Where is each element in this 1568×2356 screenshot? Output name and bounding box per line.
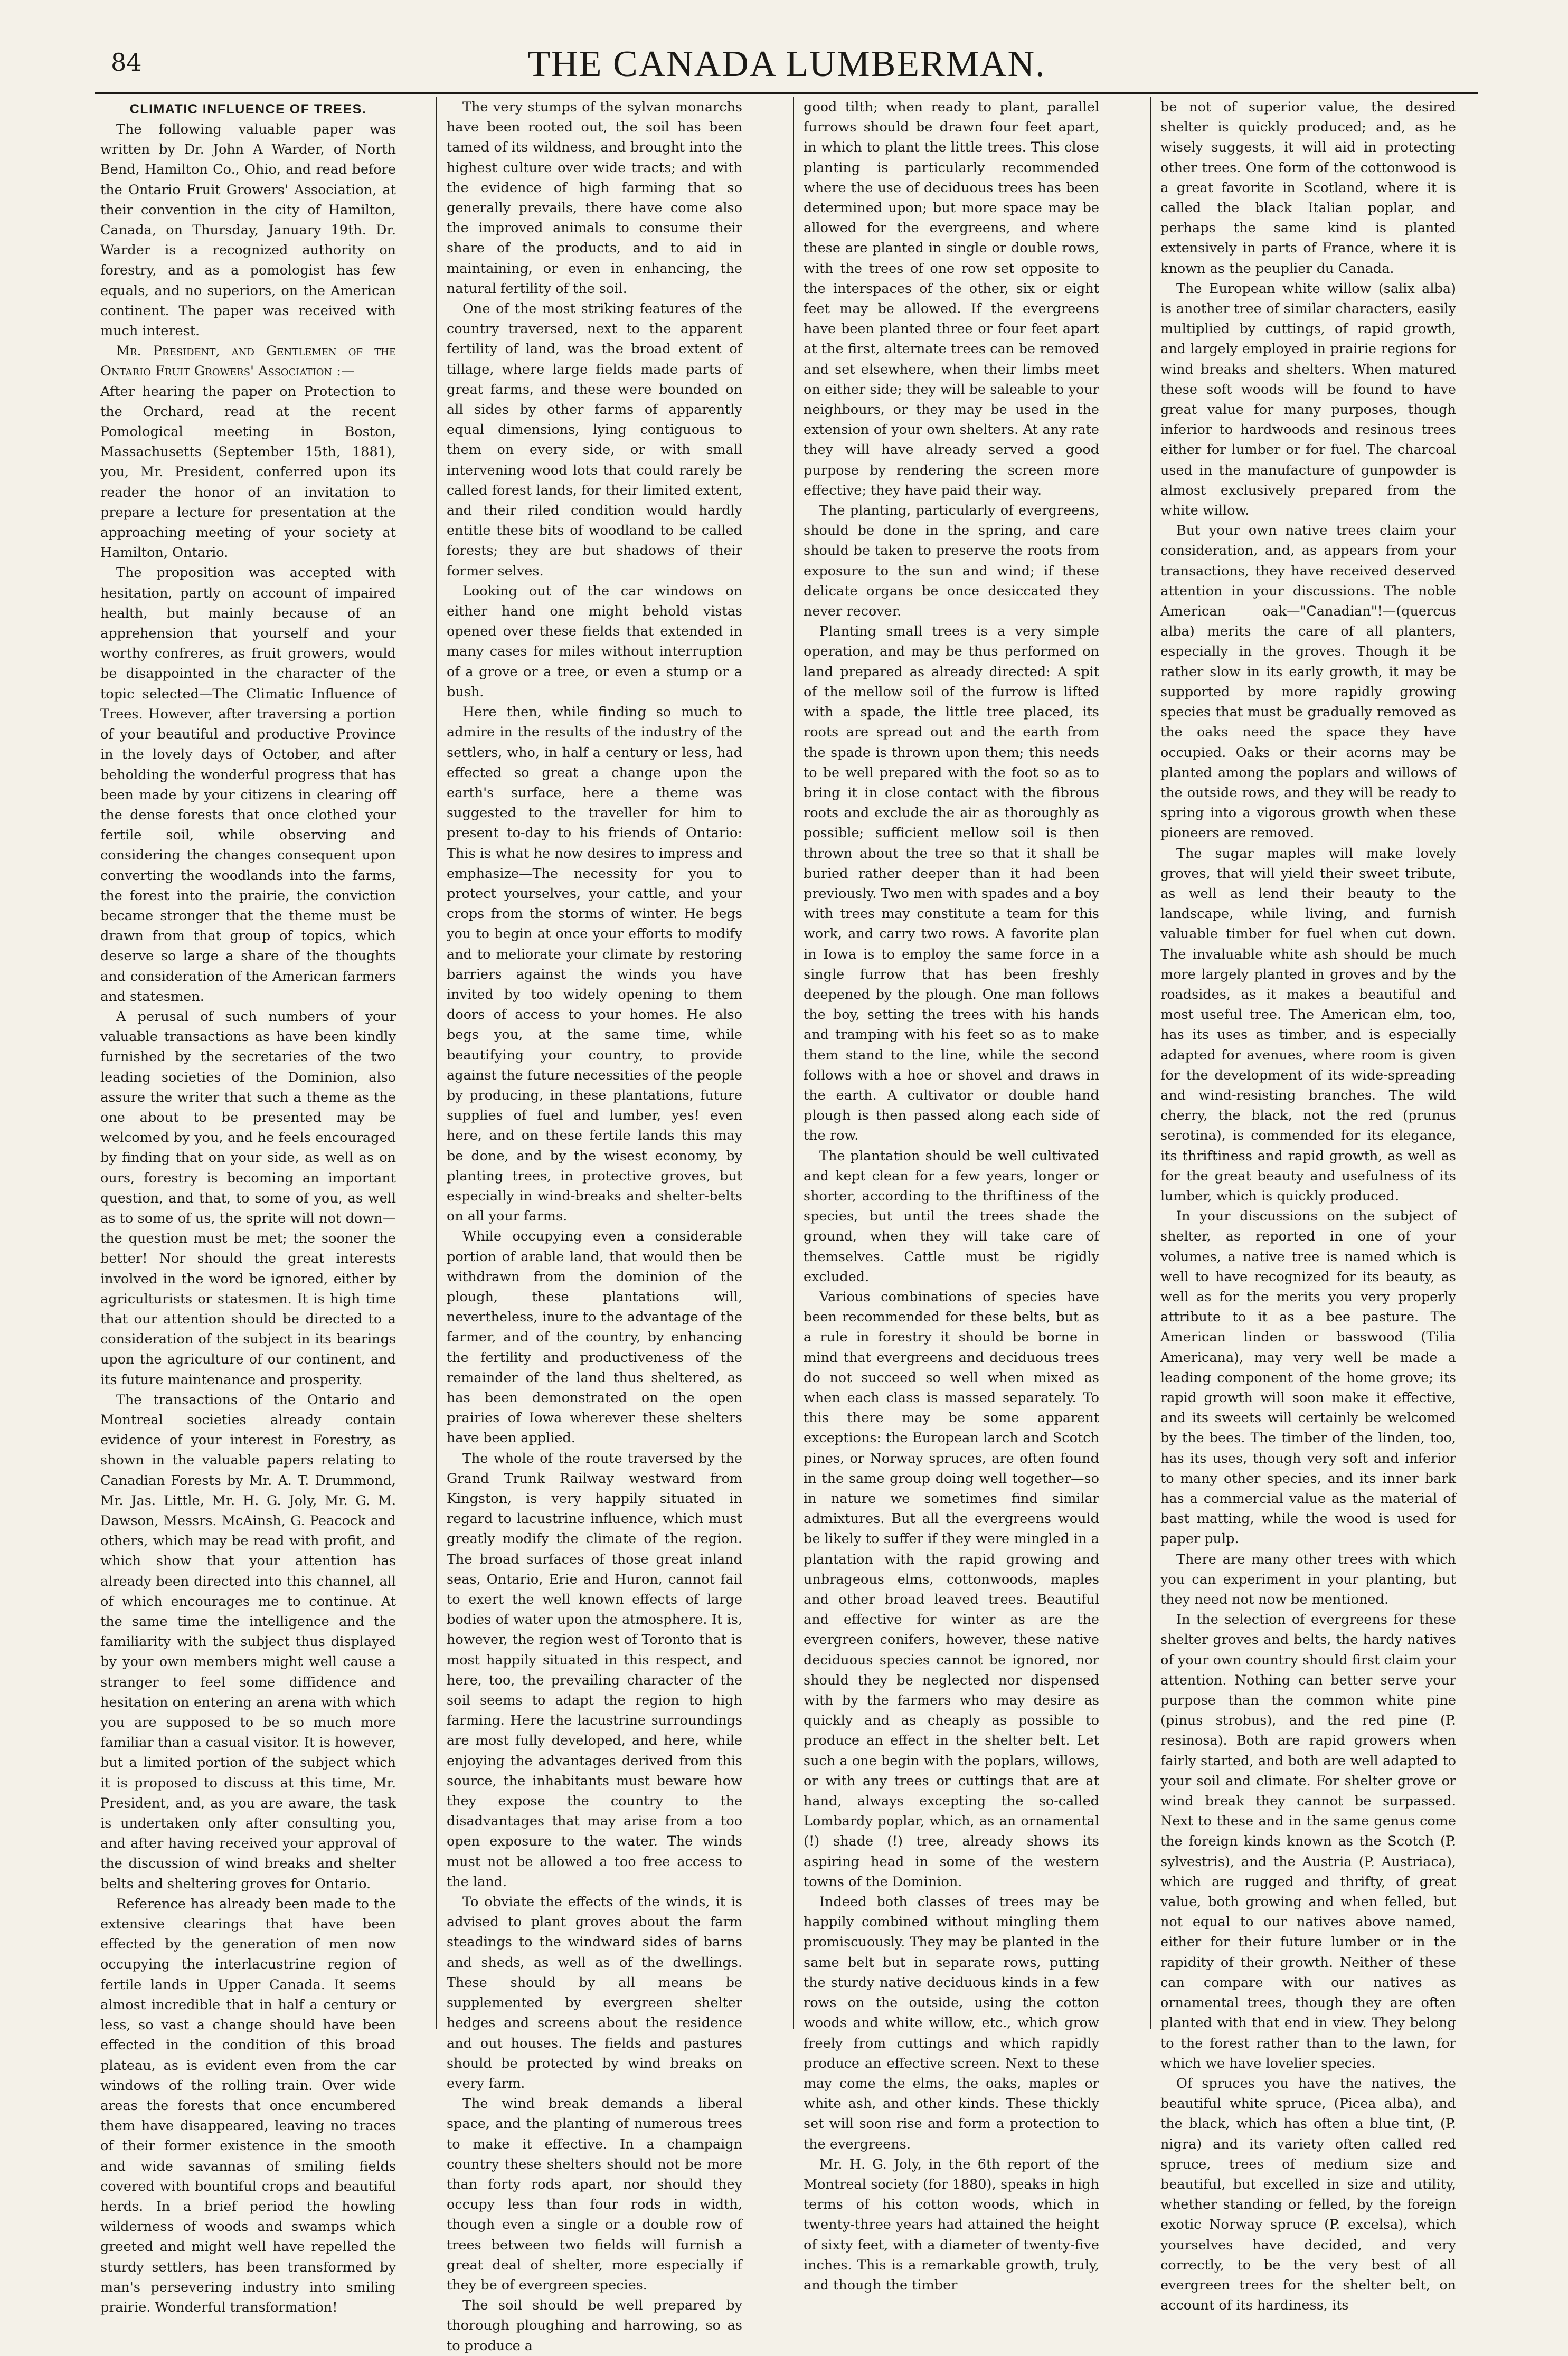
intro-paragraph: The following valuable paper was written by Dr. John A Warder, of North Bend, Hamilton Co., Ohio, and read before the Ontario Fruit Growers' Association, at their convention in the city of Hamilton, Canada, on Thursday, January 19th. Dr. Warder is a recognized authority on forestry, and as a pomologist has few equals, and no superiors, on the American continent. The paper was received with much interest. xyxy=(100,121,396,339)
paragraph: There are many other trees with which you can experiment in your planting, but they need not now be mentioned. xyxy=(1160,1551,1456,1608)
paragraph: The whole of the route traversed by the Grand Trunk Railway westward from Kingston, is very happily situated in regard to lacustrine influence, which must greatly modify the climate of the region. The broad surfaces of those great inland seas, Ontario, Erie and Huron, cannot fail to exert the well known effects of large bodies of water upon the atmosphere. It is, however, the region west of Toronto that is most happily situated in this respect, and here, too, the prevailing character of the soil seems to adapt the region to high farming. Here the lacustrine surroundings are most fully developed, and here, while enjoying the advantages derived from this source, the inhabitants must beware how they expose the country to the disadvantages that may arise from a too open exposure to the water. The winds must not be allowed a too free access to the land. xyxy=(447,1450,742,1890)
paragraph: One of the most striking features of the country traversed, next to the apparent fertility of land, was the broad extent of tillage, where large fields made parts of great farms, and these were bounded on all sides by other farms of apparently equal dimensions, lying contiguous to them on every side, or with small intervening wood lots that could rarely be called forest lands, for their limited extent, and their riled condition would hardly entitle these bits of woodland to be called forests; they are but shadows of their former selves. xyxy=(447,301,742,579)
paragraph: Reference has already been made to the extensive clearings that have been effected by the generation of men now occupying the interlacustrine region of fertile lands in Upper Canada. It seems almost incredible that in half a century or less, so vast a change should have been effected in the condition of this broad plateau, as is evident even from the car windows of the rolling train. Over wide areas the forests that once encumbered them have disappeared, leaving no traces of their former existence in the smooth and wide savannas of smiling fields covered with bountiful crops and beautiful herds. In a brief period the howling wilderness of woods and swamps which greeted and might well have repelled the sturdy settlers, has been transformed by man's persevering industry into smiling prairie. Wonderful transformation! xyxy=(100,1896,396,2315)
paragraph: To obviate the effects of the winds, it is advised to plant groves about the farm steadings to the windward sides of barns and sheds, as well as of the dwellings. These should by all means be supplemented by evergreen shelter hedges and screens about the residence and out houses. The fields and pastures should be protected by wind breaks on every farm. xyxy=(447,1894,742,2092)
paragraph: Indeed both classes of trees may be happily combined without mingling them promiscuously. They may be planted in the same belt but in separate rows, putting the sturdy native deciduous kinds in a few rows on the outside, using the cotton woods and white willow, etc., which grow freely from cuttings and which rapidly produce an effective screen. Next to these may come the elms, the oaks, maples or white ash, and other kinds. These thickly set will soon rise and form a protection to the evergreens. xyxy=(804,1894,1099,2152)
page-number: 84 xyxy=(111,48,142,77)
paragraph: good tilth; when ready to plant, parallel furrows should be drawn four feet apart, in which to plant the little trees. This close planting is particularly recommended where the use of deciduous trees has been determined upon; but more space may be allowed for the evergreens, and where these are planted in single or double rows, with the trees of one row set opposite to the interspaces of the other, six or eight feet may be allowed. If the evergreens have been planted three or four feet apart at the first, alternate trees can be removed and set elsewhere, when their limbs meet on either side; they will be saleable to your neighbours, or they may be used in the extension of your own shelters. At any rate they will have already served a good purpose by rendering the screen more effective; they have paid their way. xyxy=(804,99,1099,498)
paragraph: Various combinations of species have been recommended for these belts, but as a rule in forestry it should be borne in mind that evergreens and deciduous trees do not succeed so well when mixed as when each class is massed separately. To this there may be some apparent exceptions: the European larch and Scotch pines, or Norway spruces, are often found in the same group doing well together—so in nature we sometimes find similar admixtures. But all the evergreens would be likely to suffer if they were mingled in a plantation with the rapid growing and unbrageous elms, cottonwoods, maples and other broad leaved trees. Beautiful and effective for winter as are the evergreen conifers, however, these native deciduous species cannot be ignored, nor should they be neglected nor dispensed with by the farmers who may desire as quickly and as cheaply as possible to produce an effect in the shelter belt. Let such a one begin with the poplars, willows, or with any trees or cuttings that are at hand, always excepting the so-called Lombardy poplar, which, as an ornamental (!) shade (!) tree, already shows its aspiring head in some of the western towns of the Dominion. xyxy=(804,1289,1099,1890)
article-title: CLIMATIC INFLUENCE OF TREES. xyxy=(129,102,367,117)
paragraph: The proposition was accepted with hesitation, partly on account of impaired health, but mainly because of an apprehension that yourself and your worthy confreres, as fruit growers, would be disappointed in the character of the topic selected—The Climatic Influence of Trees. However, after traversing a portion of your beautiful and productive Province in the lovely days of October, and after beholding the wonderful progress that has been made by your citizens in clearing off the dense forests that once clothed your fertile soil, while observing and considering the changes consequent upon converting the woodlands into the farms, the forest into the prairie, the conviction became stronger that the theme must be drawn from that group of topics, which deserve so large a share of the thoughts and consideration of the American farmers and statesmen. xyxy=(100,565,396,1005)
paragraph: The transactions of the Ontario and Montreal societies already contain evidence of your interest in Forestry, as shown in the valuable papers relating to Canadian Forests by Mr. A. T. Drummond, Mr. Jas. Little, Mr. H. G. Joly, Mr. G. M. Dawson, Messrs. McAinsh, G. Peacock and others, which may be read with profit, and which show that your attention has already been directed into this channel, all of which encourages me to continue. At the same time the intelligence and the familiarity with the subject thus displayed by your own members might well cause a stranger to feel some diffidence and hesitation on entering an arena with which you are supposed to be so much more familiar than a casual visitor. It is however, but a limited portion of the subject which it is proposed to discuss at this time, Mr. President, and, as you are aware, the task is undertaken only after consulting you, and after having received your approval of the discussion of wind breaks and shelter belts and sheltering groves for Ontario. xyxy=(100,1392,396,1892)
paragraph: A perusal of such numbers of your valuable transactions as have been kindly furnished by the secretaries of the two leading societies of the Dominion, also assure the writer that such a theme as the one about to be presented may be welcomed by you, and he feels encouraged by finding that on your side, as well as on ours, forestry is becoming an important question, and that, to some of you, as well as to some of us, the sprite will not down—the question must be met; the sooner the better! Nor should the great interests involved in the word be ignored, either by agriculturists or statesmen. It is high time that our attention should be directed to a consideration of the subject in its bearings upon the agriculture of our continent, and its future maintenance and prosperity. xyxy=(100,1008,396,1388)
paragraph: The plantation should be well cultivated and kept clean for a few years, longer or shorter, according to the thriftiness of the species, but until the trees shade the ground, when they will take care of themselves. Cattle must be rigidly excluded. xyxy=(804,1148,1099,1285)
paragraph: But your own native trees claim your consideration, and, as appears from your transactions, they have received deserved attention in your discussions. The noble American oak—"Canadian"!—(quercus alba) merits the care of all planters, especially in the groves. Though it be rather slow in its early growth, it may be supported by more rapidly growing species that must be gradually removed as the oaks need the space they have occupied. Oaks or their acorns may be planted among the poplars and willows of the outside rows, and they will be ready to spring into a vigorous growth when these pioneers are removed. xyxy=(1160,523,1456,841)
salutation: Mr. President, and Gentlemen of the Ontario Fruit Growers' Association :— xyxy=(100,343,396,380)
paragraph: While occupying even a considerable portion of arable land, that would then be withdrawn from the dominion of the plough, these plantations will, nevertheless, inure to the advantage of the farmer, and of the country, by enhancing the fertility and productiveness of the remainder of the land thus sheltered, as has been demonstrated on the open prairies of Iowa wherever these shelters have been applied. xyxy=(447,1228,742,1446)
column-2 xyxy=(447,97,742,2354)
column-3 xyxy=(804,97,1099,2293)
masthead xyxy=(95,43,1478,91)
paragraph: In the selection of evergreens for these shelter groves and belts, the hardy natives of your own country should first claim your attention. Nothing can better serve your purpose than the common white pine (pinus strobus), and the red pine (P. resinosa). Both are rapid growers when fairly started, and both are well adapted to your soil and climate. For shelter grove or wind break they cannot be surpassed. Next to these and in the same genus come the foreign kinds known as the Scotch (P. sylvestris), and the Austria (P. Austriaca), which are rugged and thrifty, of great value, both growing and when felled, but not equal to our natives above named, either for their future lumber or in the rapidity of their growth. Neither of these can compare with our natives as ornamental trees, though they are often planted with that end in view. They belong to the forest rather than to the lawn, for which we have lovelier species. xyxy=(1160,1612,1456,2071)
paragraph: Looking out of the car windows on either hand one might behold vistas opened over these fields that extended in many cases for miles without interruption of a grove or a tree, or even a stump or a bush. xyxy=(447,583,742,700)
paragraph: The wind break demands a liberal space, and the planting of numerous trees to make it effective. In a champaign country these shelters should not be more than forty rods apart, nor should they occupy less than four rods in width, though even a single or a double row of trees between two fields will furnish a great deal of shelter, more especially if they be of evergreen species. xyxy=(447,2096,742,2293)
running-head-title: THE CANADA LUMBERMAN. xyxy=(527,44,1046,84)
paragraph: After hearing the paper on Protection to the Orchard, read at the recent Pomological meeting in Boston, Massachusetts (September 15th, 1881), you, Mr. President, conferred upon its reader the honor of an invitation to prepare a lecture for presentation at the approaching meeting of your society at Hamilton, Ontario. xyxy=(100,383,396,561)
column-rule xyxy=(1150,97,1151,2029)
paragraph: The planting, particularly of evergreens, should be done in the spring, and care should be taken to preserve the roots from exposure to the sun and wind; if these delicate organs be once desiccated they never recover. xyxy=(804,503,1099,620)
paragraph: Mr. H. G. Joly, in the 6th report of the Montreal society (for 1880), speaks in high terms of his cotton woods, which in twenty-three years had attained the height of sixty feet, with a diameter of twenty-five inches. This is a remarkable growth, truly, and though the timber xyxy=(804,2156,1099,2293)
column-rule xyxy=(436,97,437,2029)
column-4 xyxy=(1160,97,1456,2314)
paragraph: In your discussions on the subject of shelter, as reported in one of your volumes, a native tree is named which is well to have recognized for its beauty, as well as for the merits you very properly attribute to it as a bee pasture. The American linden or basswood (Tilia Americana), may very well be made a leading component of the home grove; its rapid growth will soon make it effective, and its sweets will certainly be welcomed by the bees. The timber of the linden, too, has its uses, though very soft and inferior to many other species, and its inner bark has a commercial value as the material of bast matting, while the wood is used for paper pulp. xyxy=(1160,1208,1456,1547)
paragraph: The very stumps of the sylvan monarchs have been rooted out, the soil has been tamed of its wildness, and brought into the highest culture over wide tracts; and with the evidence of high farming that so generally prevails, there have come also the improved animals to consume their share of the products, and to aid in maintaining, or even in enhancing, the natural fertility of the soil. xyxy=(447,99,742,297)
column-1 xyxy=(100,97,396,2315)
paragraph: Here then, while finding so much to admire in the results of the industry of the settlers, who, in half a century or less, had effected so great a change upon the earth's surface, here a theme was suggested to the traveller for him to present to-day to his friends of Ontario: This is what he now desires to impress and emphasize—The necessity for you to protect yourselves, your cattle, and your crops from the storms of winter. He begs you to begin at once your efforts to modify and to meliorate your climate by restoring barriers against the winds you have invited by too widely opening to them doors of access to your homes. He also begs you, at the same time, while beautifying your country, to provide against the future necessities of the people by producing, in these plantations, future supplies of fuel and lumber, yes! even here, and on these fertile lands this may be done, and by the wisest economy, by planting trees, in protective groves, but especially in wind-breaks and shelter-belts on all your farms. xyxy=(447,704,742,1225)
paragraph: Planting small trees is a very simple operation, and may be thus performed on land prepared as already directed: A spit of the mellow soil of the furrow is lifted with a spade, the little tree placed, its roots are spread out and the earth from the spade is thrown upon them; this needs to be well prepared with the foot so as to bring it in close contact with the fibrous roots and exclude the air as thoroughly as possible; sufficient mellow soil is then thrown about the tree so that it shall be buried rather deeper than it had been previously. Two men with spades and a boy with trees may constitute a team for this work, and carry two rows. A favorite plan in Iowa is to employ the same force in a single furrow that has been freshly deepened by the plough. One man follows the boy, setting the trees with his hands and tramping with his feet so as to make them stand to the line, while the second follows with a hoe or shovel and draws in the earth. A cultivator or double hand plough is then passed along each side of the row. xyxy=(804,623,1099,1144)
paragraph: The sugar maples will make lovely groves, that will yield their sweet tribute, as well as lend their beauty to the landscape, while living, and furnish valuable timber for fuel when cut down. The invaluable white ash should be much more largely planted in groves and by the roadsides, as it makes a beautiful and most useful tree. The American elm, too, has its uses as timber, and is especially adapted for avenues, where room is given for the development of its wide-spreading and wind-resisting branches. The wild cherry, the black, not the red (prunus serotina), is commended for its elegance, its thriftiness and rapid growth, as well as for the great beauty and usefulness of its lumber, which is quickly produced. xyxy=(1160,845,1456,1204)
paragraph: be not of superior value, the desired shelter is quickly produced; and, as he wisely suggests, it will aid in protecting other trees. One form of the cottonwood is a great favorite in Scotland, where it is called the black Italian poplar, and perhaps the same kind is planted extensively in parts of France, where it is known as the peuplier du Canada. xyxy=(1160,99,1456,277)
paragraph: The soil should be well prepared by thorough ploughing and harrowing, so as to produce a xyxy=(447,2297,742,2354)
paragraph: Of spruces you have the natives, the beautiful white spruce, (Picea alba), and the black, which has often a blue tint, (P. nigra) and its variety often called red spruce, trees of medium size and beautiful, but excelled in size and utility, whether standing or felled, by the foreign exotic Norway spruce (P. excelsa), which yourselves have decided, and very correctly, to be the very best of all evergreen trees for the shelter belt, on account of its hardiness, its xyxy=(1160,2075,1456,2314)
paragraph: The European white willow (salix alba) is another tree of similar characters, easily multiplied by cuttings, of rapid growth, and largely employed in prairie regions for wind breaks and shelters. When matured these soft woods will be found to have great value for many purposes, though inferior to hardwoods and resinous trees either for lumber or for fuel. The charcoal used in the manufacture of gunpowder is almost exclusively prepared from the white willow. xyxy=(1160,280,1456,519)
column-rule xyxy=(793,97,794,2029)
header-rule xyxy=(95,92,1478,94)
